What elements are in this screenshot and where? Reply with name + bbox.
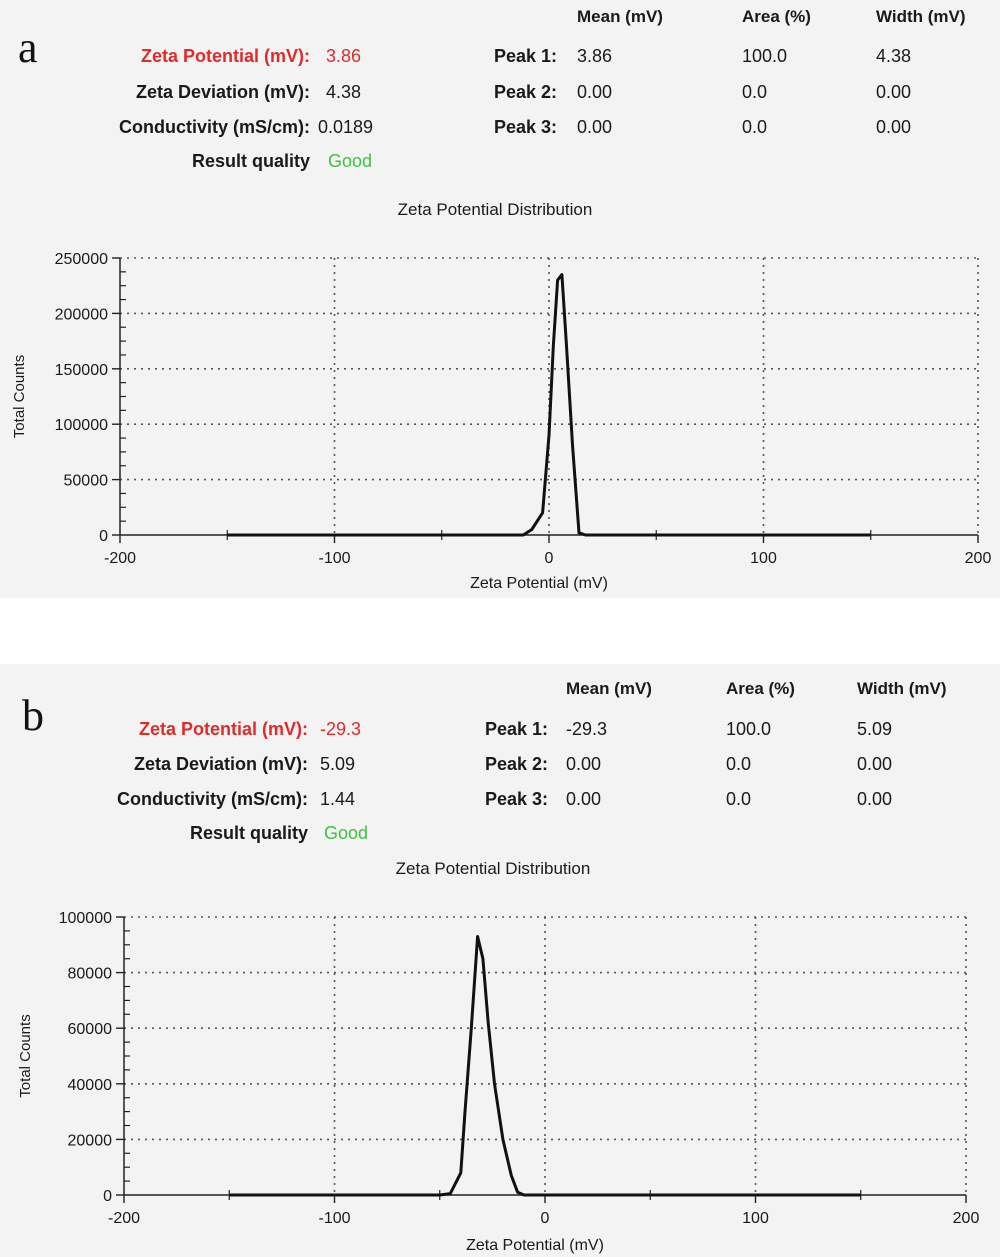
peak-mean: 0.00 (566, 789, 602, 809)
chart-title: Zeta Potential Distribution (397, 200, 593, 219)
peak-area: 100.0 (742, 46, 788, 66)
peak-width: 0.00 (857, 789, 893, 809)
result-quality-value: Good (324, 823, 369, 843)
y-tick-label: 20000 (67, 1132, 112, 1150)
peak-row-label: Peak 1: (484, 719, 548, 739)
zeta-deviation-value: 5.09 (320, 754, 356, 774)
table-header-area: Area (%) (726, 679, 795, 698)
table-header-area: Area (%) (742, 7, 811, 26)
y-tick-label: 50000 (63, 472, 108, 490)
zeta-potential-value: 3.86 (326, 46, 362, 66)
zeta-deviation-label: Zeta Deviation (mV): (135, 82, 310, 102)
peak-row-label: Peak 2: (484, 754, 548, 774)
x-tick-label: -100 (318, 1210, 351, 1227)
conductivity-label: Conductivity (mS/cm): (118, 117, 310, 137)
peak-row-label: Peak 1: (493, 46, 557, 66)
x-axis-label: Zeta Potential (mV) (466, 1237, 604, 1254)
zeta-deviation-label: Zeta Deviation (mV): (133, 754, 308, 774)
peak-width: 4.38 (876, 46, 912, 66)
y-axis-label: Total Counts (17, 1014, 34, 1098)
table-header-width: Width (mV) (876, 7, 966, 26)
peak-area: 100.0 (726, 719, 772, 739)
y-tick-label: 0 (103, 1188, 112, 1205)
peak-width: 0.00 (857, 754, 893, 774)
x-tick-label: 200 (952, 1210, 980, 1227)
x-tick-label: -200 (103, 550, 137, 567)
conductivity-value: 1.44 (320, 789, 356, 809)
peak-row-label: Peak 3: (484, 789, 548, 809)
peak-area: 0.0 (742, 82, 768, 102)
table-header-width: Width (mV) (857, 679, 947, 698)
y-tick-label: 60000 (67, 1021, 112, 1039)
x-tick-label: -100 (318, 550, 351, 567)
y-tick-label: 0 (99, 528, 108, 545)
y-tick-label: 100000 (54, 417, 108, 435)
zeta-potential-value: -29.3 (320, 719, 362, 739)
zeta-deviation-value: 4.38 (326, 82, 362, 102)
result-quality-label: Result quality (191, 151, 310, 171)
x-tick-label: 100 (750, 550, 777, 567)
conductivity-label: Conductivity (mS/cm): (116, 789, 308, 809)
zeta-distribution-chart-b (0, 664, 1000, 1257)
x-axis-label: Zeta Potential (mV) (470, 575, 608, 592)
y-tick-label: 200000 (54, 306, 108, 324)
peak-row-label: Peak 2: (493, 82, 557, 102)
peak-width: 5.09 (857, 719, 893, 739)
peak-mean: 0.00 (577, 117, 613, 137)
peak-width: 0.00 (876, 117, 912, 137)
conductivity-value: 0.0189 (318, 117, 374, 137)
y-tick-label: 80000 (67, 965, 112, 983)
chart-title: Zeta Potential Distribution (395, 859, 591, 878)
x-tick-label: 0 (544, 550, 554, 567)
x-tick-label: 200 (964, 550, 992, 567)
peak-area: 0.0 (742, 117, 768, 137)
panel-a (0, 0, 1000, 598)
y-tick-label: 40000 (67, 1076, 112, 1094)
peak-mean: 3.86 (577, 46, 613, 66)
peak-width: 0.00 (876, 82, 912, 102)
result-quality-value: Good (328, 151, 373, 171)
y-axis-label: Total Counts (11, 354, 28, 439)
panel-letter: a (18, 23, 38, 72)
peak-mean: 0.00 (577, 82, 613, 102)
peak-row-label: Peak 3: (493, 117, 557, 137)
x-tick-label: 0 (540, 1210, 550, 1227)
zeta-potential-label: Zeta Potential (mV): (140, 46, 310, 66)
y-tick-label: 100000 (58, 910, 112, 927)
x-tick-label: -200 (107, 1210, 141, 1227)
peak-area: 0.0 (726, 789, 752, 809)
y-tick-label: 250000 (54, 251, 108, 268)
peak-area: 0.0 (726, 754, 752, 774)
peak-mean: 0.00 (566, 754, 602, 774)
result-quality-label: Result quality (189, 823, 308, 843)
table-header-mean: Mean (mV) (566, 679, 652, 698)
table-header-mean: Mean (mV) (577, 7, 663, 26)
peak-mean: -29.3 (566, 719, 608, 739)
zeta-potential-label: Zeta Potential (mV): (138, 719, 308, 739)
panel-letter: b (22, 691, 44, 740)
panel-b (0, 664, 1000, 1257)
y-tick-label: 150000 (54, 361, 108, 379)
zeta-distribution-chart-a (0, 0, 1000, 598)
x-tick-label: 100 (742, 1210, 769, 1227)
